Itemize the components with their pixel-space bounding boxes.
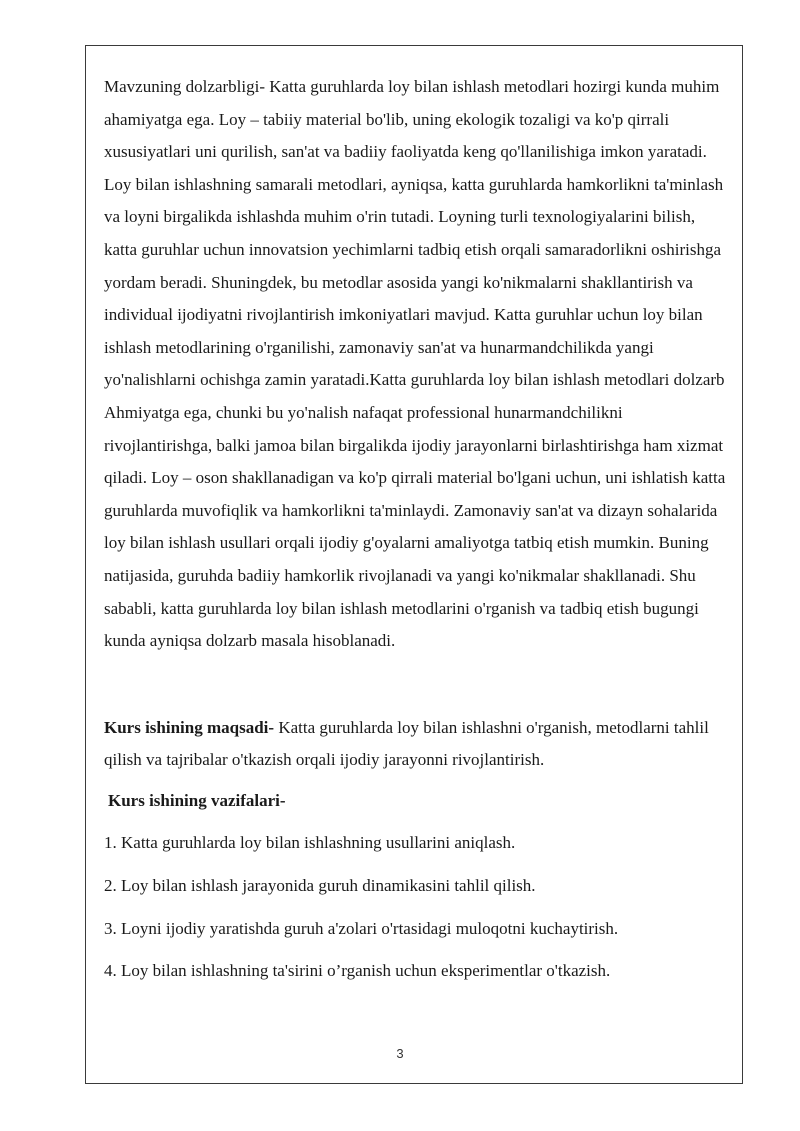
- relevance-paragraph: Mavzuning dolzarbligi- Katta guruhlarda loy bilan ishlash metodlari hozirgi kunda muhim ahamiyatga ega. Loy – tabiiy material bo'lib, uning ekologik tozaligi va ko'p qirrali xususiyatlari uni qurilish, san'at va badiiy faoliyatda keng qo'llanilishiga imkon yaratadi. Loy bilan ishlashning samarali metodlari, ayniqsa, katta guruhlarda hamkorlikni ta'minlash va loyni birgalikda ishlashda muhim o'rin tutadi. Loyning turli texnologiyalarini bilish, katta guruhlar uchun innovatsion yechimlarni tadbiq etish orqali samaradorlikni oshirishga yordam beradi. Shuningdek, bu metodlar asosida yangi ko'nikmalarni shakllantirish va individual ijodiyatni rivojlantirish imkoniyatlari mavjud. Katta guruhlar uchun loy bilan ishlash metodlarining o'rganilishi, zamonaviy san'at va hunarmandchilikda yangi yo'nalishlarni ochishga zamin yaratadi.Katta guruhlarda loy bilan ishlash metodlari dolzarb Ahmiyatga ega, chunki bu yo'nalish nafaqat professional hunarmandchilikni rivojlantirishga, balki jamoa bilan birgalikda ijodiy jarayonlarni birlashtirishga ham xizmat qiladi. Loy – oson shakllanadigan va ko'p qirrali material bo'lgani uchun, uni ishlatish katta guruhlarda muvofiqlik va hamkorlikni ta'minlaydi. Zamonaviy san'at va dizayn sohalarida loy bilan ishlash usullari orqali ijodiy g'oyalarni amaliyotga tatbiq etish mumkin. Buning natijasida, guruhda badiiy hamkorlik rivojlanadi va yangi ko'nikmalar shakllanadi. Shu sababli, katta guruhlarda loy bilan ishlash metodlarini o'rganish va tadbiq etish bugungi kunda ayniqsa dolzarb masala hisoblanadi.: [104, 77, 726, 651]
- task-item-4: 4. Loy bilan ishlashning ta'sirini o’rganish uchun eksperimentlar o'tkazish.: [104, 961, 611, 981]
- section-spacer: [104, 658, 730, 712]
- task-item-1: 1. Katta guruhlarda loy bilan ishlashning usullarini aniqlash.: [104, 833, 516, 853]
- document-body: [104, 71, 730, 988]
- task-item-2: 2. Loy bilan ishlash jarayonida guruh dinamikasini tahlil qilish.: [104, 876, 536, 896]
- page-number: 3: [396, 1046, 404, 1061]
- course-goal-paragraph: [104, 712, 730, 777]
- course-goal-text: Katta guruhlarda loy bilan ishlashni o'rganish, metodlarni tahlil qilish va tajribalar o'tkazish orqali ijodiy jarayonni rivojlantirish.: [104, 717, 709, 770]
- task-item-3: 3. Loyni ijodiy yaratishda guruh a'zolari o'rtasidagi muloqotni kuchaytirish.: [104, 918, 619, 938]
- course-tasks-heading: Kurs ishining vazifalari-: [108, 790, 286, 810]
- course-goal-label: Kurs ishining maqsadi-: [104, 717, 275, 737]
